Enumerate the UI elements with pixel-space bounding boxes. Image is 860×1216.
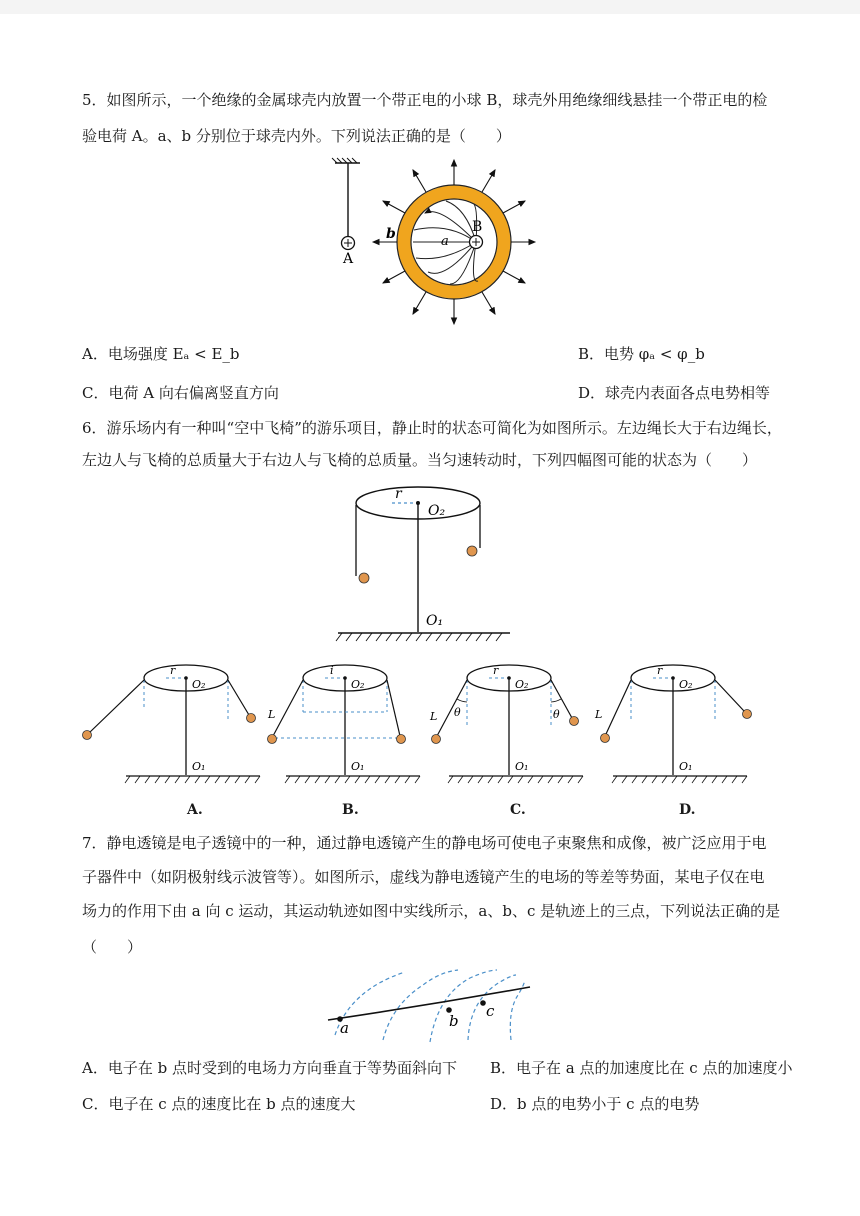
q6-stem-line1: 6．游乐场内有一种叫“空中飞椅”的游乐项目，静止时的状态可简化为如图所示。左边绳长大于右边绳长， <box>82 419 782 437</box>
svg-text:O₁: O₁ <box>679 760 693 773</box>
q5-label-B: B <box>472 219 483 235</box>
q5-label-b: b <box>386 226 396 242</box>
svg-text:r: r <box>170 664 176 677</box>
q6-main-label-O1: O₁ <box>426 613 444 629</box>
q7-equipotential-lines <box>335 970 525 1042</box>
svg-text:r: r <box>657 664 663 677</box>
q6-stem-line2: 左边人与飞椅的总质量大于右边人与飞椅的总质量。当匀速转动时，下列四幅图可能的状态为（ ） <box>82 451 758 469</box>
svg-text:L: L <box>430 710 438 723</box>
svg-text:O₂: O₂ <box>351 678 365 691</box>
q5-option-A[interactable]: A．电场强度 Eₐ < E_b <box>82 345 240 363</box>
q5-option-B[interactable]: B．电势 φₐ < φ_b <box>578 345 705 363</box>
q7-stem-line1: 7．静电透镜是电子透镜中的一种，通过静电透镜产生的静电场可使电子束聚焦和成像，被广泛应用于电 <box>82 834 767 852</box>
q7-option-A[interactable]: A．电子在 b 点时受到的电场力方向垂直于等势面斜向下 <box>82 1059 457 1077</box>
svg-text:L: L <box>595 708 603 721</box>
q5-label-A: A <box>343 251 354 267</box>
svg-text:r: r <box>493 664 499 677</box>
q5-label-a: a <box>441 234 449 249</box>
q6-option-B[interactable]: B. <box>342 802 359 818</box>
q7-label-a: a <box>340 1019 349 1037</box>
q5-option-C[interactable]: C．电荷 A 向右偏离竖直方向 <box>82 384 279 402</box>
svg-text:O₂: O₂ <box>192 678 206 691</box>
svg-text:O₁: O₁ <box>515 760 529 773</box>
q5-stem-line1: 5．如图所示，一个绝缘的金属球壳内放置一个带正电的小球 B，球壳外用绝缘细线悬挂一个带正电的检 <box>82 91 768 109</box>
q6-main-label-r: r <box>395 486 402 502</box>
q5-option-D[interactable]: D．球壳内表面各点电势相等 <box>578 384 771 402</box>
q7-option-C[interactable]: C．电子在 c 点的速度比在 b 点的速度大 <box>82 1095 356 1113</box>
q7-stem-line4: （ ） <box>82 938 143 956</box>
svg-text:θ: θ <box>454 706 461 719</box>
q6-main-label-O2: O₂ <box>428 503 446 519</box>
q7-stem-line3: 场力的作用下由 a 向 c 运动，其运动轨迹如图中实线所示，a、b、c 是轨迹上的三点，下列说法正确的是 <box>82 902 781 920</box>
q7-stem-line2: 子器件中（如阴极射线示波管等）。如图所示，虚线为静电透镜产生的电场的等差等势面，某电子仅在电 <box>82 868 765 886</box>
q5-stem-line2: 验电荷 A。a、b 分别位于球壳内外。下列说法正确的是（ ） <box>82 127 511 145</box>
svg-text:i: i <box>330 664 334 677</box>
svg-text:O₂: O₂ <box>515 678 529 691</box>
q6-option-C[interactable]: C. <box>510 802 526 818</box>
svg-text:O₁: O₁ <box>192 760 206 773</box>
q6-option-A[interactable]: A. <box>187 802 203 818</box>
q6-option-D[interactable]: D. <box>679 802 696 818</box>
svg-text:O₂: O₂ <box>679 678 693 691</box>
svg-text:θ: θ <box>553 708 560 721</box>
svg-text:O₁: O₁ <box>351 760 365 773</box>
q7-option-B[interactable]: B．电子在 a 点的加速度比在 c 点的加速度小 <box>490 1059 793 1077</box>
q7-label-c: c <box>486 1002 495 1020</box>
q7-trajectory <box>328 987 530 1020</box>
svg-text:L: L <box>268 708 276 721</box>
q7-label-b: b <box>449 1012 459 1030</box>
q7-option-D[interactable]: D．b 点的电势小于 c 点的电势 <box>490 1095 700 1113</box>
